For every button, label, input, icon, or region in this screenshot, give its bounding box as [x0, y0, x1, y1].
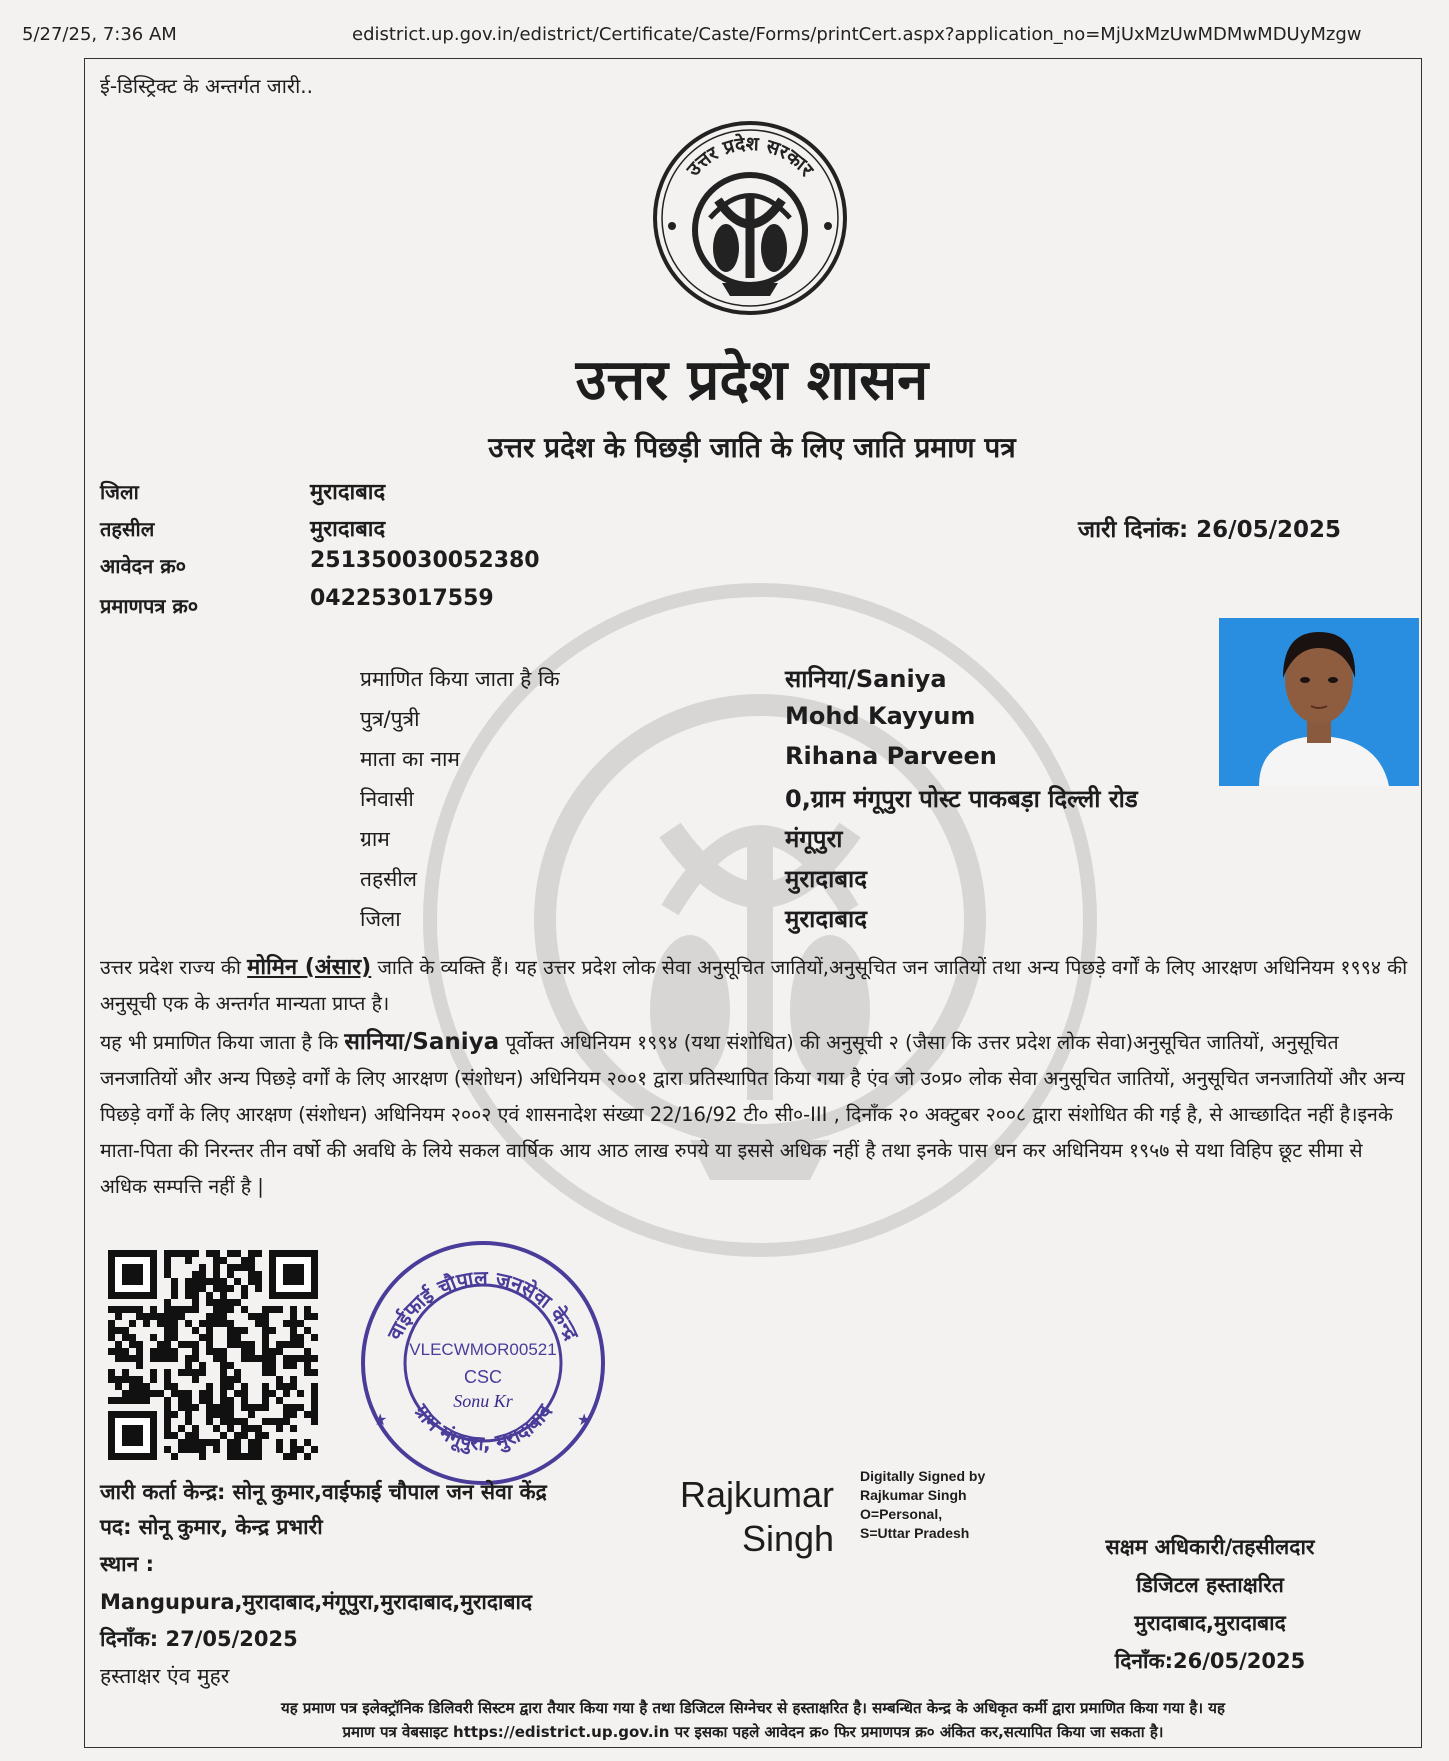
sign-and-seal: हस्ताक्षर एंव मुहर [100, 1664, 230, 1688]
star-icon: ★ [373, 1410, 388, 1429]
stamp-csc: CSC [463, 1367, 503, 1387]
authority-digital: डिजिटल हस्ताक्षरित [1136, 1573, 1284, 1597]
print-timestamp: 5/27/25, 7:36 AM [22, 24, 177, 45]
detail-district-label: जिला [360, 907, 401, 931]
tehsil-label: तहसील [100, 517, 155, 541]
issue-date-label: जारी दिनांक: [1078, 517, 1189, 543]
applicant-photo [1219, 618, 1419, 786]
star-icon: ★ [577, 1410, 592, 1429]
district-value: मुरादाबाद [310, 480, 386, 505]
para-applicant-name: सानिया/Saniya [344, 1029, 500, 1055]
caste-name: मोमिन (अंसार) [247, 955, 372, 980]
stamp-code: VLECWMOR00521 [409, 1340, 557, 1359]
village-label: ग्राम [360, 827, 390, 851]
resident-address: 0,ग्राम मंगूपुरा पोस्ट पाकबड़ा दिल्ली रोड [785, 785, 1138, 813]
village-value: मंगूपुरा [785, 825, 843, 853]
govt-title: उत्तर प्रदेश शासन [575, 348, 929, 413]
stamp-bottom-text: ग्राम मंगूपुरा, मुरादाबाद [409, 1399, 557, 1456]
issued-under-note: ई-डिस्ट्रिक्ट के अन्तर्गत जारी.. [100, 74, 313, 98]
stamp-ring-text: वाईफाई चौपाल जनसेवा केन्द्र [382, 1265, 584, 1344]
authority-location: मुरादाबाद,मुरादाबाद [1134, 1611, 1286, 1635]
certificate-number-label: प्रमाणपत्र क्र० [100, 594, 199, 618]
certificate-number-value: 042253017559 [310, 586, 494, 611]
mother-name: Rihana Parveen [785, 742, 997, 770]
issue-date-value: 26/05/2025 [1196, 517, 1341, 543]
resident-label: निवासी [360, 787, 414, 811]
mother-name-label: माता का नाम [360, 747, 460, 771]
district-label: जिला [100, 480, 139, 504]
exclusion-paragraph: यह भी प्रमाणित किया जाता है कि सानिया/Saniya पूर्वोक्त अधिनियम १९९४ (यथा संशोधित) की अनुसूची २ (जैसा कि उत्तर प्रदेश लोक सेवा)अनुसूचित जातियों, अनुसूचित जनजातियों और अन्य पिछड़े वर्गों के लिए आरक्षण (संशोधन) अधिनियम २००१ द्वारा प्रतिस्थापित किया गया है एंव जो उ०प्र० लोक सेवा अनुसूचित जातियों, अनुसूचित जनजातियों और अन्य पिछड़े वर्गों के लिए आरक्षण (संशोधन) अधिनियम २००२ एवं शासनादेश संख्या 22/16/92 टी० सी०-III , दिनाँक २० अक्टुबर २००८ द्वारा संशोधित की गई है, से आच्छादित नहीं है।इनके माता-पिता की निरन्तर तीन वर्षो की अवधि के लिये सकल वार्षिक आय आठ लाख रुपये या इससे अधिक नहीं है तथा इनके पास धन कर अधिनियम १९५७ से यथा विहिप छूट सीमा से अधिक सम्पत्ति नहीं है | [100, 1029, 1405, 1198]
application-number-label: आवेदन क्र० [100, 554, 187, 578]
issue-date [1078, 512, 1341, 544]
qr-code-icon [108, 1250, 318, 1460]
competent-authority [1040, 1528, 1380, 1680]
authority-title: सक्षम अधिकारी/तहसीलदार [1105, 1535, 1315, 1559]
emblem-text: उत्तर प्रदेश सरकार [682, 132, 818, 181]
detail-district-value: मुरादाबाद [785, 905, 868, 933]
tehsil-value: मुरादाबाद [310, 517, 386, 542]
certificate-title: उत्तर प्रदेश के पिछड़ी जाति के लिए जाति प्रमाण पत्र [488, 431, 1016, 464]
issuing-center: जारी कर्ता केन्द्र: सोनू कुमार,वाईफाई चौपाल जन सेवा केंद्र [100, 1480, 547, 1504]
father-name: Mohd Kayyum [785, 702, 976, 730]
stamp-signature: Sonu Kr [453, 1391, 513, 1411]
verification-footer: यह प्रमाण पत्र इलेक्ट्रॉनिक डिलिवरी सिस्टम द्वारा तैयार किया गया है तथा डिजिटल सिग्नेचर से हस्ताक्षरित है। सम्बन्धित केन्द्र के अधिकृत कर्मी द्वारा प्रमाणित किया गया है। यह प्रमाण पत्र वेबसाइट https://edistrict.up.gov.in पर इसका पहले आवेदन क्र० फिर प्रमाणपत्र क्र० अंकित कर,सत्यापित किया जा सकता है। [281, 1699, 1225, 1741]
son-daughter-label: पुत्र/पुत्री [360, 707, 420, 731]
detail-tehsil-value: मुरादाबाद [785, 865, 868, 893]
issuer-designation: पद: सोनू कुमार, केन्द्र प्रभारी [100, 1515, 323, 1539]
applicant-name: सानिया/Saniya [785, 665, 947, 693]
caste-paragraph: उत्तर प्रदेश राज्य की मोमिन (अंसार) जाति के व्यक्ति हैं। यह उत्तर प्रदेश लोक सेवा अनुसूचित जातियों,अनुसूचित जन जातियों तथा अन्य पिछड़े वर्गों के लिए आरक्षण अधिनियम १९९४ की अनुसूची एक के अन्तर्गत मान्यता प्राप्त है। [100, 955, 1408, 1015]
certified-label: प्रमाणित किया जाता है कि [360, 667, 560, 691]
print-url: edistrict.up.gov.in/edistrict/Certificate/Caste/Forms/printCert.aspx?application_no=MjUxMzUwMDMwMDUyMzgw [352, 24, 1362, 45]
application-number-value: 251350030052380 [310, 548, 540, 573]
digital-signature-details: Digitally Signed by Rajkumar Singh O=Personal, S=Uttar Pradesh [860, 1468, 986, 1541]
issuer-date: दिनाँक: 27/05/2025 [100, 1627, 298, 1651]
up-government-emblem-icon [650, 118, 850, 318]
digital-signature-name-line2: Singh [742, 1518, 835, 1559]
detail-tehsil-label: तहसील [360, 867, 417, 891]
digital-signature-name-line1: Rajkumar [680, 1474, 835, 1515]
authority-date: दिनाँक:26/05/2025 [1114, 1649, 1306, 1673]
csc-stamp [355, 1235, 610, 1490]
issuer-place: Mangupura,मुरादाबाद,मंगूपुरा,मुरादाबाद,मुरादाबाद [100, 1590, 533, 1614]
place-label: स्थान : [100, 1552, 154, 1576]
